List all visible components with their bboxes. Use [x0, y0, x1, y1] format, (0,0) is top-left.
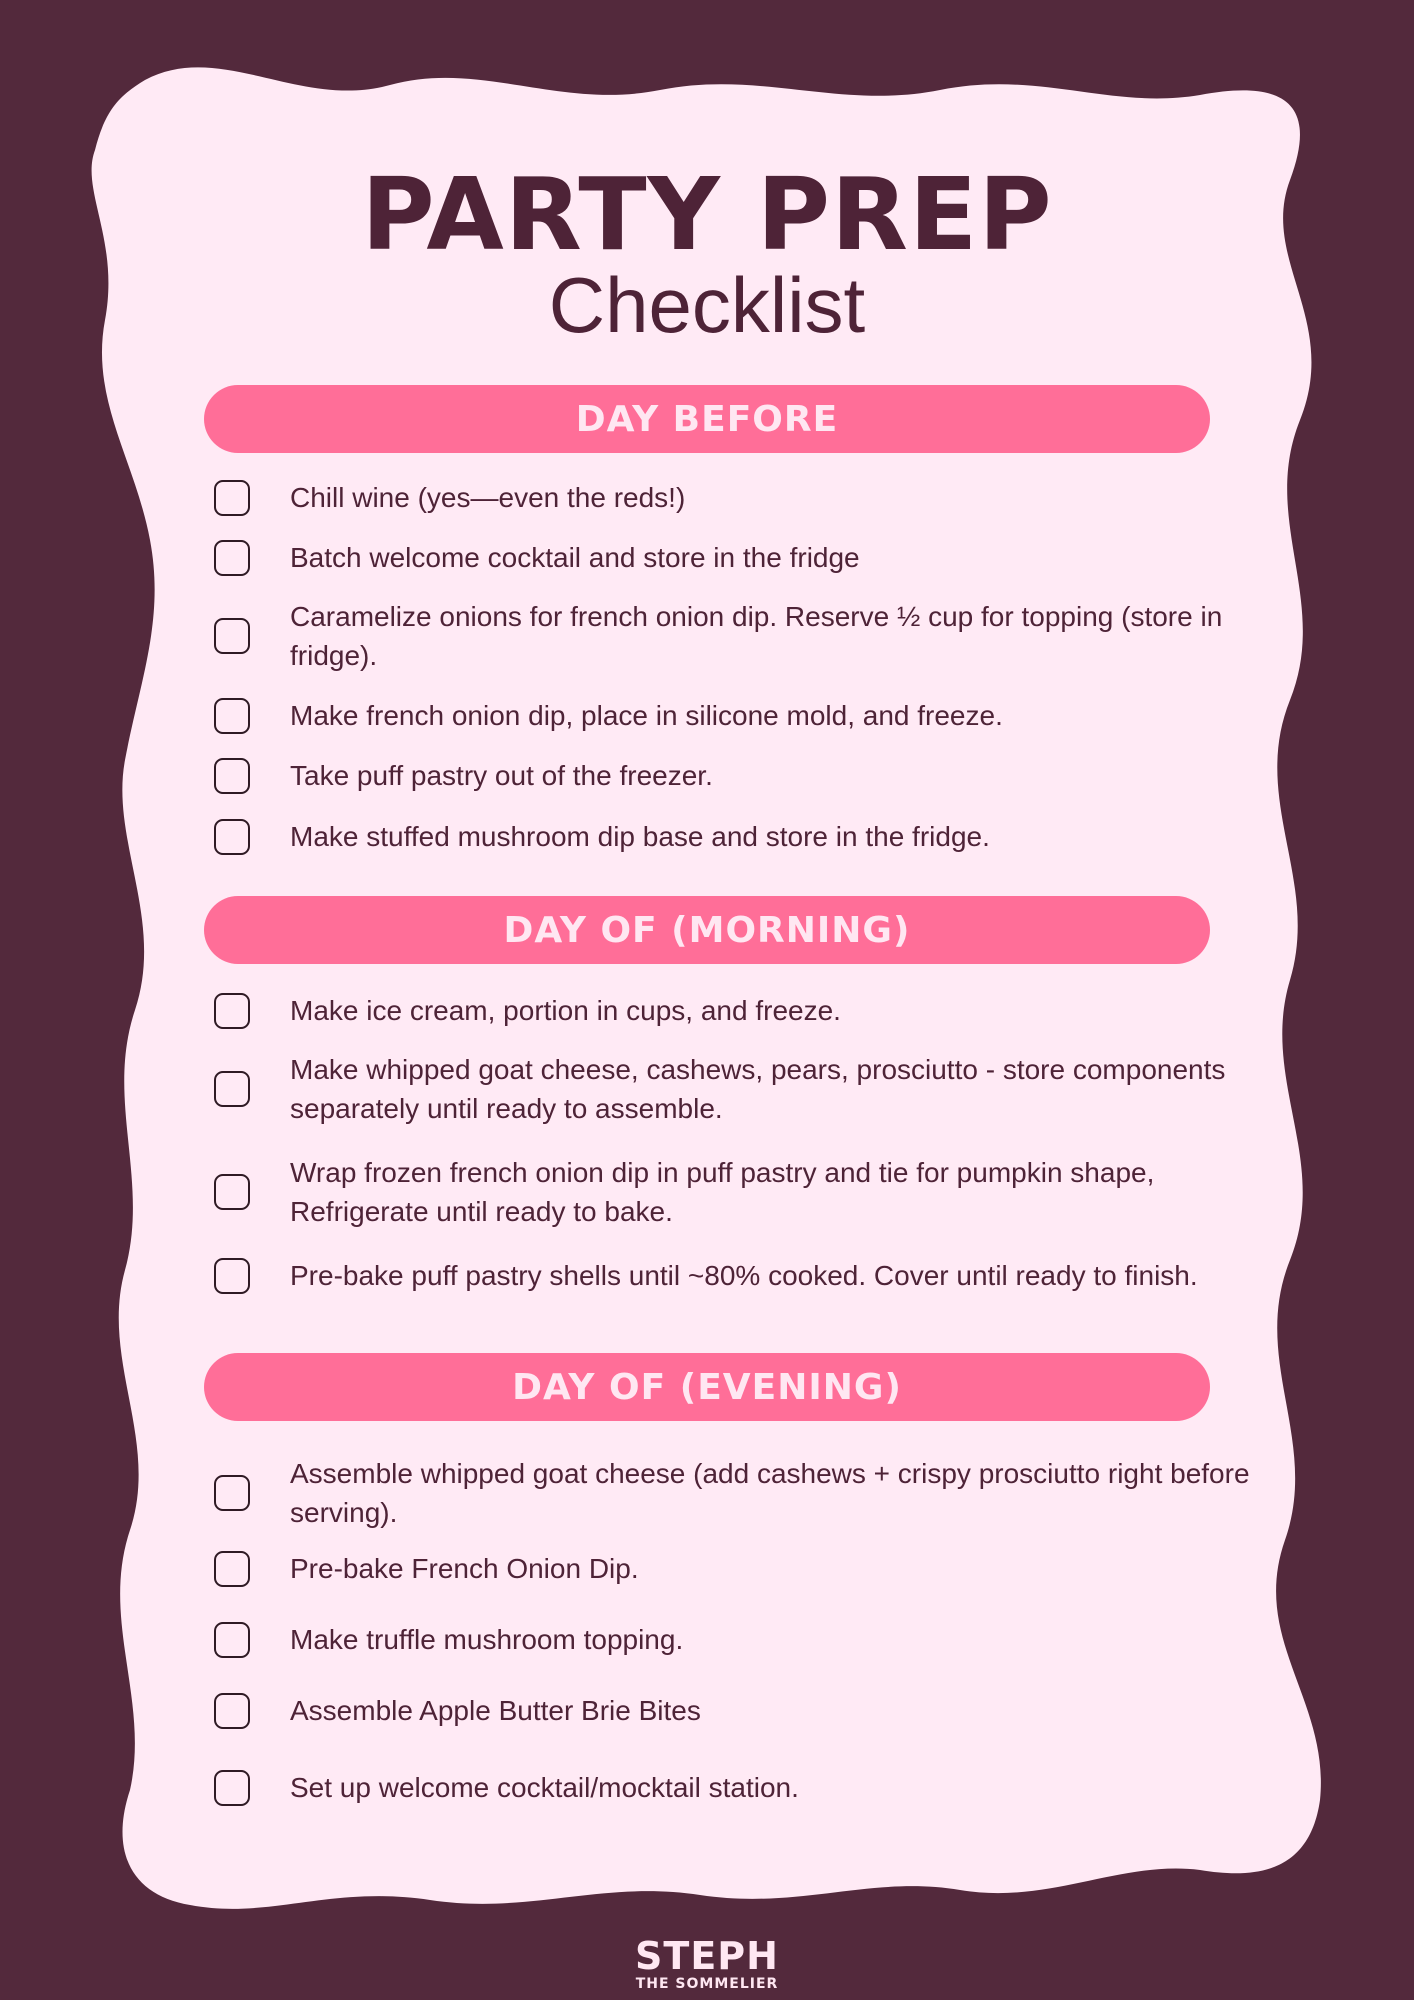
checklist-item	[214, 1153, 1264, 1231]
checklist-item-text: Make whipped goat cheese, cashews, pears, prosciutto - store components separately until ready to assemble.	[290, 1054, 1226, 1124]
checklist-item-text: Assemble Apple Butter Brie Bites	[290, 1695, 701, 1726]
checklist-item	[214, 1691, 1264, 1730]
checkbox[interactable]	[214, 1174, 250, 1210]
checkbox[interactable]	[214, 480, 250, 516]
checklist-item	[214, 1620, 1264, 1659]
page-title: PARTY PREP	[361, 156, 1053, 273]
checklist-item	[214, 696, 1264, 735]
checklist-item-text: Make french onion dip, place in silicone mold, and freeze.	[290, 700, 1003, 731]
checklist-item-text: Pre-bake French Onion Dip.	[290, 1553, 639, 1584]
checkbox[interactable]	[214, 698, 250, 734]
checklist-item	[214, 991, 1264, 1030]
brand-tagline: THE SOMMELIER	[635, 1976, 779, 1992]
checklist-item-text: Chill wine (yes—even the reds!)	[290, 482, 686, 513]
brand-name: STEPH	[635, 1934, 779, 1978]
checklist-item	[214, 1050, 1264, 1128]
checklist-item-text: Make ice cream, portion in cups, and freeze.	[290, 995, 841, 1026]
checkbox[interactable]	[214, 1258, 250, 1294]
checklist-item	[214, 597, 1264, 675]
checklist-item	[214, 1256, 1264, 1295]
checkbox[interactable]	[214, 1475, 250, 1511]
checklist-item-text: Set up welcome cocktail/mocktail station.	[290, 1772, 799, 1803]
checklist-item-text: Wrap frozen french onion dip in puff pastry and tie for pumpkin shape, Refrigerate until ready to bake.	[290, 1157, 1155, 1227]
checklist-item-text: Make stuffed mushroom dip base and store in the fridge.	[290, 821, 990, 852]
section-header-day-of-morning: DAY OF (MORNING)	[204, 896, 1210, 964]
page-subtitle: Checklist	[548, 261, 866, 349]
checklist-item	[214, 478, 1264, 517]
checkbox[interactable]	[214, 1622, 250, 1658]
checklist-item	[214, 1454, 1264, 1532]
checkbox[interactable]	[214, 1071, 250, 1107]
section-header-day-before: DAY BEFORE	[204, 385, 1210, 453]
checkbox[interactable]	[214, 618, 250, 654]
section-header-day-of-evening: DAY OF (EVENING)	[204, 1353, 1210, 1421]
checkbox[interactable]	[214, 1693, 250, 1729]
checklist-item-text: Pre-bake puff pastry shells until ~80% cooked. Cover until ready to finish.	[290, 1260, 1198, 1291]
checklist-item	[214, 1768, 1264, 1807]
checkbox[interactable]	[214, 819, 250, 855]
checkbox[interactable]	[214, 1551, 250, 1587]
checklist-item	[214, 756, 1264, 795]
checklist-item-text: Batch welcome cocktail and store in the fridge	[290, 542, 860, 573]
checklist-item-text: Make truffle mushroom topping.	[290, 1624, 684, 1655]
checkbox[interactable]	[214, 993, 250, 1029]
checklist-item	[214, 538, 1264, 577]
checkbox[interactable]	[214, 758, 250, 794]
checklist-item	[214, 1549, 1264, 1588]
checklist-item-text: Caramelize onions for french onion dip. Reserve ½ cup for topping (store in fridge).	[290, 601, 1223, 671]
checklist-item-text: Take puff pastry out of the freezer.	[290, 760, 713, 791]
brand-logo	[0, 1936, 1414, 1992]
checklist-item-text: Assemble whipped goat cheese (add cashews + crispy prosciutto right before serving).	[290, 1458, 1250, 1528]
checkbox[interactable]	[214, 1770, 250, 1806]
checklist-item	[214, 817, 1264, 856]
checkbox[interactable]	[214, 540, 250, 576]
